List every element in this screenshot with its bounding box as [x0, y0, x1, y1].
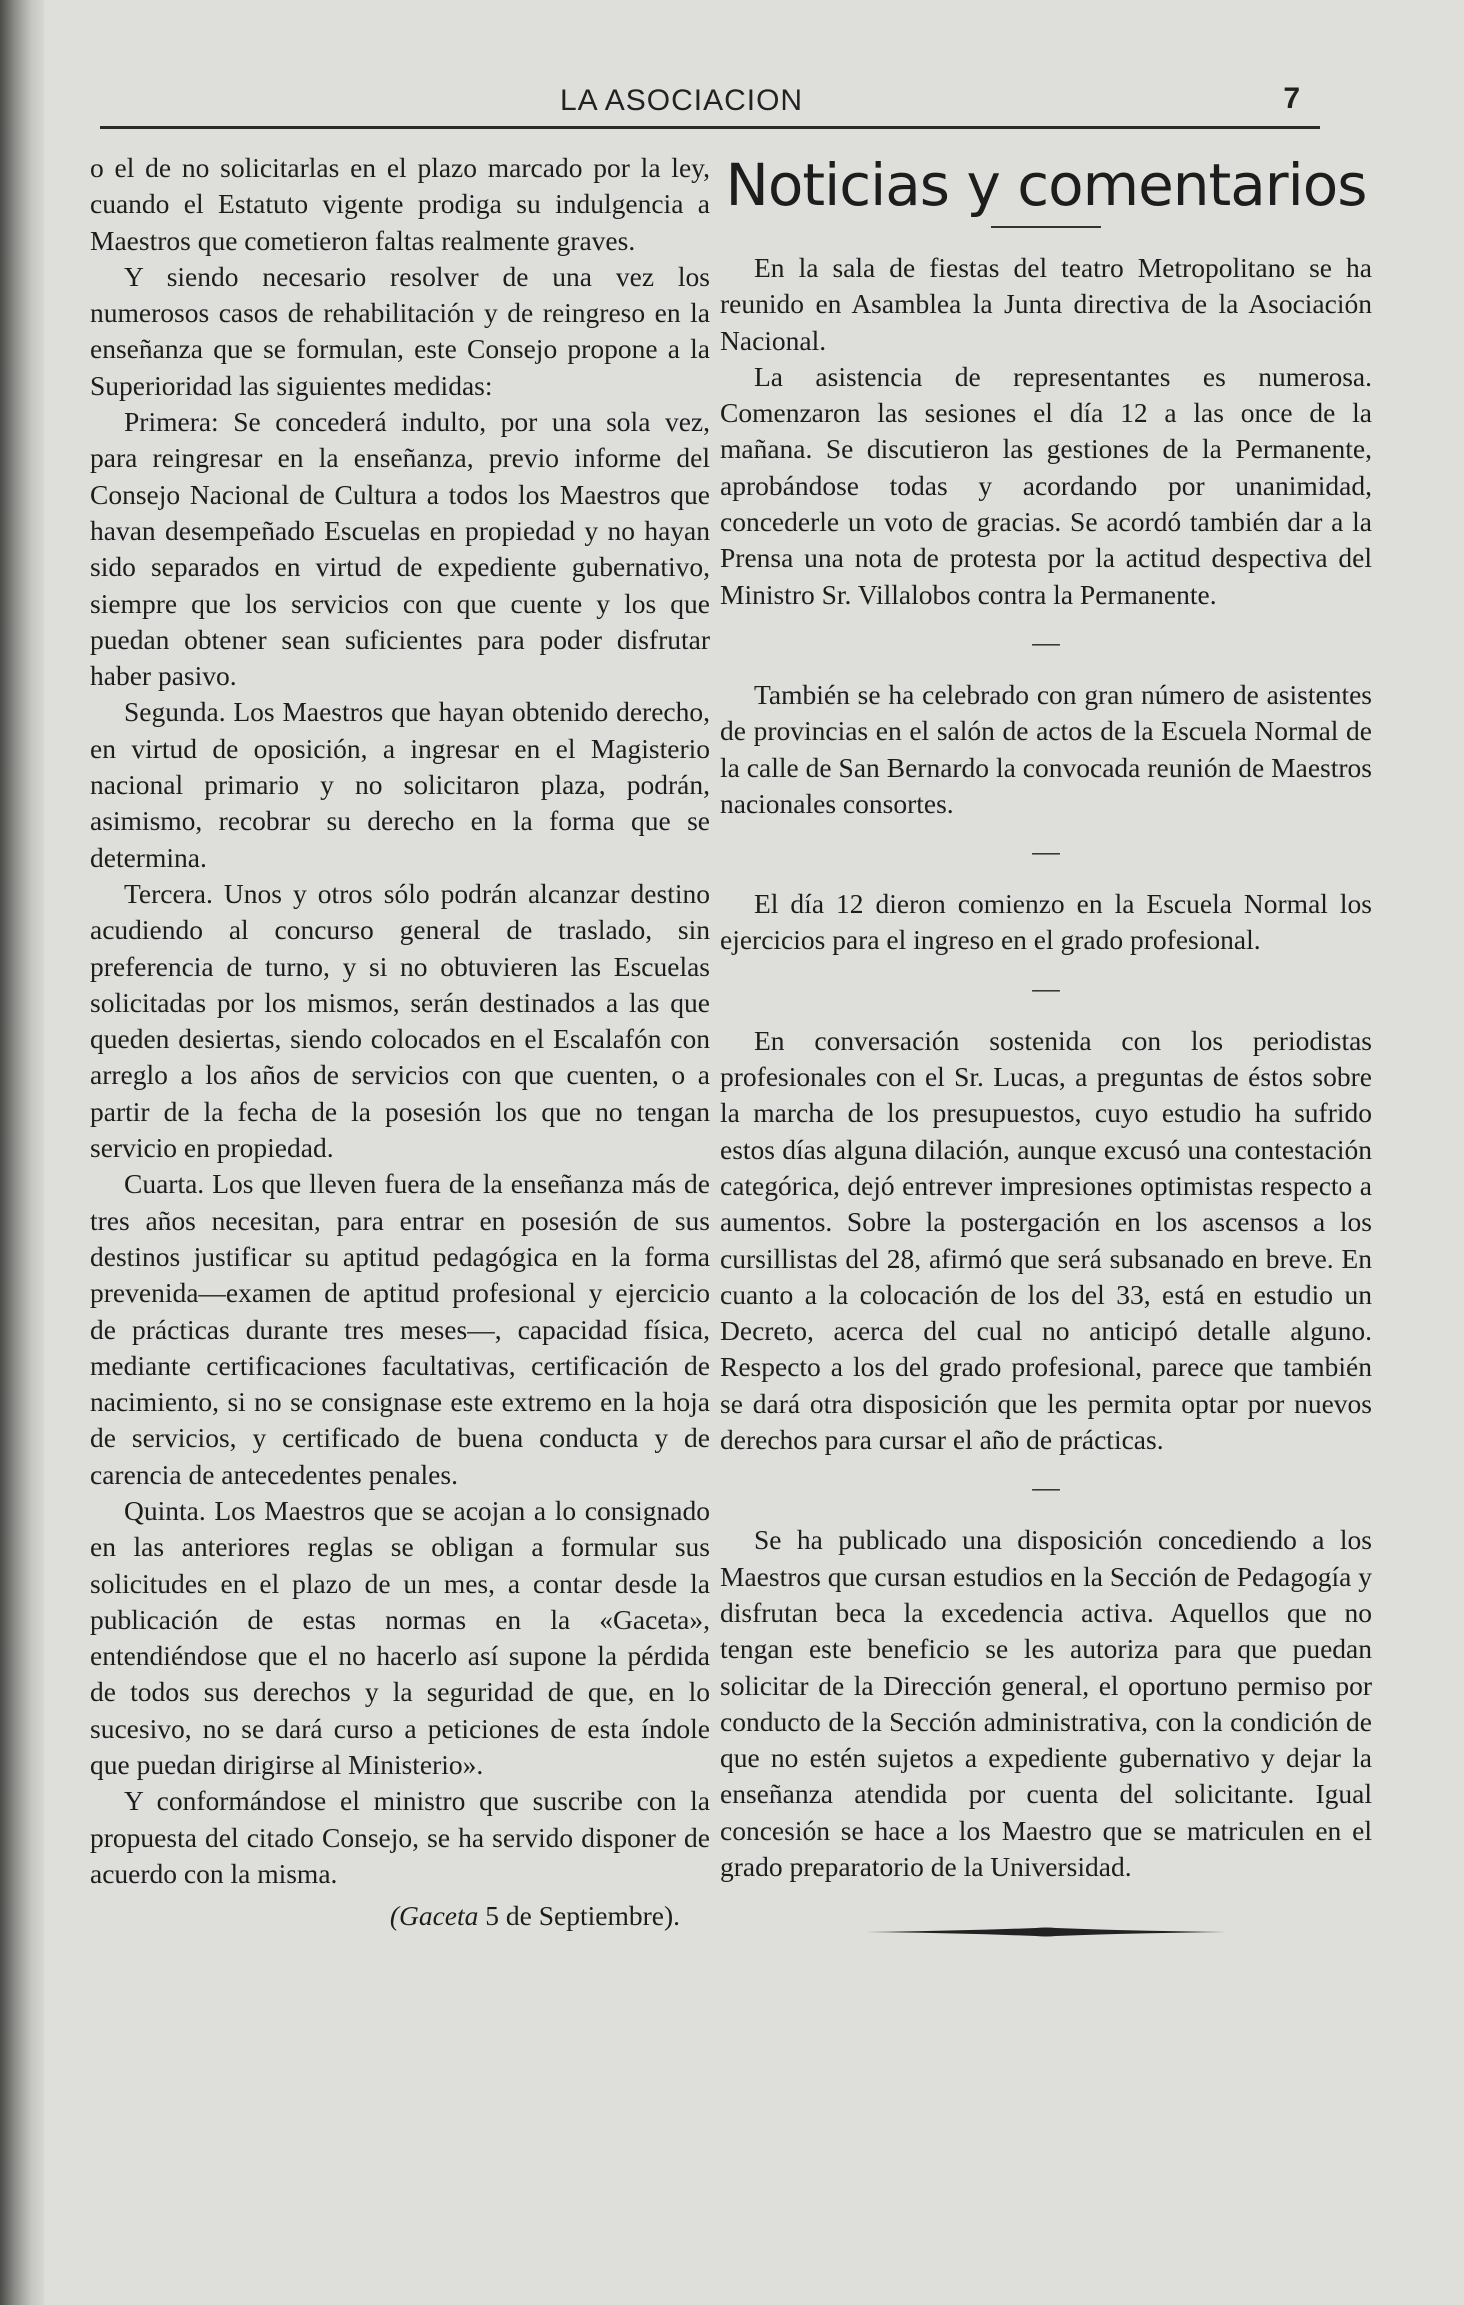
ornament-line-icon [866, 1925, 1226, 1939]
paragraph-continuation: o el de no solicitarlas en el plazo marcado por la ley, cuando el Estatuto vigente prodiga su indulgencia a Maestros que cometieron faltas realmente graves. [90, 152, 710, 256]
news-item-exams [720, 886, 1372, 959]
news-paragraph: Se ha publicado una disposición concediendo a los Maestros que cursan estudios en la Sección de Pedagogía y disfrutan beca la excedencia activa. Aquellos que no tengan este beneficio se les autoriza para que puedan solicitar de la Dirección general, el oportuno permiso por conducto de la Sección administrativa, con la condición de que no estén sujetos a expediente gubernativo y dejar la enseñanza atendida por cuenta del solicitante. Igual concesión se hace a los Maestro que se matriculen en el grado preparatorio de la Universidad. [720, 1524, 1372, 1882]
news-separator: — [1032, 971, 1060, 1003]
news-separator: — [1032, 625, 1060, 657]
end-ornament-rule [866, 1925, 1226, 1939]
news-paragraph: En conversación sostenida con los periodistas profesionales con el Sr. Lucas, a preguntas de éstos sobre la marcha de los presupuestos, cuyo estudio ha sufrido estos días alguna dilación, aunque excusó una contestación categórica, dejó entrever impresiones optimistas respecto a aumentos. Sobre la postergación en los ascensos a los cursillistas del 28, afirmó que será subsanado en breve. En cuanto a la colocación de los del 33, está en estudio un Decreto, acerca del cual no anticipó detalle alguno. Respecto a los del grado profesional, parece que también se dará otra disposición que les permita optar por nuevos derechos para cursar el año de prácticas. [720, 1024, 1372, 1456]
source-citation [90, 1898, 710, 1934]
news-item-budget [720, 1023, 1372, 1459]
news-paragraph: El día 12 dieron comienzo en la Escuela Normal los ejercicios para el ingreso en el grado profesional. [720, 888, 1372, 956]
left-column [90, 150, 710, 1935]
news-item-consortes [720, 677, 1372, 822]
news-item-pedagogy [720, 1522, 1372, 1885]
header-rule [100, 126, 1320, 129]
news-paragraph: También se ha celebrado con gran número de asistentes de provincias en el salón de actos de la Escuela Normal de la calle de San Bernardo la convocada reunión de Maestros nacionales consortes. [720, 678, 1372, 819]
news-paragraph: En la sala de fiestas del teatro Metropolitano se ha reunido en Asamblea la Junta directiva de la Asociación Nacional. [720, 252, 1372, 356]
page-number: 7 [1283, 82, 1300, 115]
news-separator: — [1032, 1471, 1060, 1503]
section-title: Noticias y comentarios [725, 151, 1367, 219]
source-date: 5 de Septiembre). [478, 1900, 680, 1932]
news-separator: — [1032, 835, 1060, 867]
paragraph-conclusion: Y conformándose el ministro que suscribe con la propuesta del citado Consejo, se ha servido disponer de acuerdo con la misma. [90, 1785, 710, 1889]
source-italic: (Gaceta [389, 1900, 479, 1932]
book-binding-shadow [0, 0, 44, 2305]
title-underline [991, 226, 1101, 228]
news-item-assembly [720, 250, 1372, 613]
paragraph-quinta: Quinta. Los Maestros que se acojan a lo consignado en las anteriores reglas se obligan a formular sus solicitudes en el plazo de un mes, a contar desde la publicación de estas normas en la «Gaceta», entendiéndose que el no hacerlo así supone la pérdida de todos sus derechos y la seguridad de que, en lo sucesivo, no se dará curso a peticiones de esta índole que puedan dirigirse al Ministerio». [90, 1494, 710, 1781]
paragraph-primera: Primera: Se concederá indulto, por una sola vez, para reingresar en la enseñanza, previo informe del Consejo Nacional de Cultura a todos los Maestros que havan desempeñado Escuelas en propiedad y no hayan sido separados en virtud de expediente gubernativo, siempre que los servicios con que cuente y los que puedan obtener sean suficientes para poder disfrutar haber pasivo. [90, 406, 710, 692]
running-head [90, 84, 1320, 124]
news-paragraph: La asistencia de representantes es numerosa. Comenzaron las sesiones el día 12 a las once de la mañana. Se discutieron las gestiones de la Permanente, aprobándose todas y acordando por unanimidad, concederle un voto de gracias. Se acordó también dar a la Prensa una nota de protesta por la actitud despectiva del Ministro Sr. Villalobos contra la Permanente. [720, 360, 1372, 610]
right-column [720, 150, 1372, 1939]
paragraph-cuarta: Cuarta. Los que lleven fuera de la enseñanza más de tres años necesitan, para entrar en posesión de sus destinos justificar su aptitud pedagógica en la forma prevenida—examen de aptitud profesional y ejercicio de prácticas durante tres meses—, capacidad física, mediante certificaciones facultativas, certificación de nacimiento, si no se consignase este extremo en la hoja de servicios, y certificado de buena conducta y de carencia de antecedentes penales. [90, 1168, 710, 1490]
paragraph-intro-measures: Y siendo necesario resolver de una vez los numerosos casos de rehabilitación y de reingreso en la enseñanza que se formulan, este Consejo propone a la Superioridad las siguientes medidas: [90, 260, 710, 401]
paragraph-tercera: Tercera. Unos y otros sólo podrán alcanzar destino acudiendo al concurso general de traslado, sin preferencia de turno, y si no obtuvieren las Escuelas solicitadas por los mismos, serán destinados a las que queden desiertas, siendo colocados en el Escalafón con arreglo a los años de servicios con que cuenten, o a partir de la fecha de la posesión los que no tengan servicio en propiedad. [90, 877, 710, 1164]
journal-title: LA ASOCIACION [560, 84, 804, 117]
paragraph-segunda: Segunda. Los Maestros que hayan obtenido derecho, en virtud de oposición, a ingresar en el Magisterio nacional primario y no solicitaron plaza, podrán, asimismo, recobrar su derecho en la forma que se determina. [90, 696, 710, 873]
